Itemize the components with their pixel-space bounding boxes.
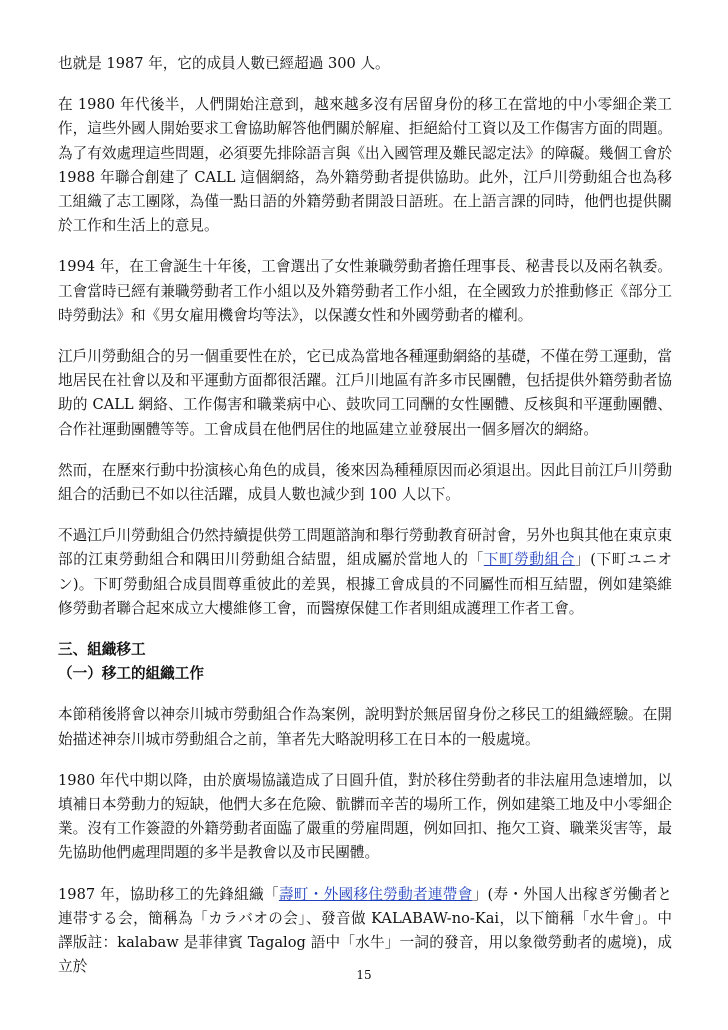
- section-heading: 三、組織移工: [58, 641, 146, 659]
- paragraph-1: 也就是 1987 年，它的成員人數已經超過 300 人。: [58, 55, 390, 72]
- page-number: 15: [356, 968, 372, 982]
- paragraph-6-text-a: 不過江戶川勞動組合仍然持續提供勞工問題諮詢和舉行勞動教育研討會，另外也與其他在東京東部的江東勞動組合和隅田川勞動組合結盟，組成屬於當地人的「: [58, 527, 672, 569]
- paragraph-8: 1980 年代中期以降，由於廣場協議造成了日圓升值，對於移住勞動者的非法雇用急速增加，以填補日本勞動力的短缺，他們大多在危險、骯髒而辛苦的場所工作，例如建築工地及中小零細企業。沒有工作簽證的外籍勞動者面臨了嚴重的勞雇問題，例如回扣、拖欠工資、職業災害等，最先協助他們處理問題的多半是教會以及市民團體。: [58, 771, 672, 862]
- document-body: [58, 52, 672, 997]
- paragraph-9-text-b: 」(寿・外国人出稼ぎ労働者と連帯する会，簡稱為「カラバオの会」、發音做 KALABAW-no-Kai，以下簡稱「水牛會」。中譯版註：kalabaw 是菲律賓 Tagalog 語中「水牛」一詞的發音，用以象徵勞動者的處境)，成立於: [58, 885, 672, 976]
- kalabaw-association-link[interactable]: 壽町・外國移住勞動者連帶會: [278, 885, 473, 903]
- paragraph-9-text-a: 1987 年，協助移工的先鋒組織「: [58, 885, 279, 903]
- paragraph-3: 1994 年，在工會誕生十年後，工會選出了女性兼職勞動者擔任理事長、秘書長以及兩名執委。工會當時已經有兼職勞動者工作小組以及外籍勞動者工作小組，在全國致力於推動修正《部分工時勞動法》和《男女雇用機會均等法》，以保護女性和外國勞動者的權利。: [58, 258, 672, 324]
- paragraph-2: 在 1980 年代後半，人們開始注意到，越來越多沒有居留身份的移工在當地的中小零細企業工作，這些外國人開始要求工會協助解答他們關於解雇、拒絕給付工資以及工作傷害方面的問題。為了有效處理這些問題，必須要先排除語言與《出入國管理及難民認定法》的障礙。幾個工會於 1988 年聯合創建了 CALL 這個網絡，為外籍勞動者提供協助。此外，江戶川勞動組合也為移工組織了志工團隊，為僅一點日語的外籍勞動者開設日語班。在上語言課的同時，他們也提供關於工作和生活上的意見。: [58, 96, 672, 235]
- shitamachi-union-link[interactable]: 下町勞動組合: [483, 551, 576, 569]
- paragraph-9: [58, 883, 672, 980]
- paragraph-5: 然而，在歷來行動中扮演核心角色的成員，後來因為種種原因而必須退出。因此目前江戶川勞動組合的活動已不如以往活躍，成員人數也減少到 100 人以下。: [58, 461, 672, 504]
- paragraph-4: 江戶川勞動組合的另一個重要性在於，它已成為當地各種運動網絡的基礎，不僅在勞工運動，當地居民在社會以及和平運動方面都很活躍。江戶川地區有許多市民團體，包括提供外籍勞動者協助的 CALL 網絡、工作傷害和職業病中心、鼓吹同工同酬的女性團體、反核與和平運動團體、合作社運動團體等等。工會成員在他們居住的地區建立並發展出一個多層次的網絡。: [58, 348, 672, 438]
- paragraph-7: 本節稍後將會以神奈川城市勞動組合作為案例，說明對於無居留身份之移民工的組織經驗。在開始描述神奈川城市勞動組合之前，筆者先大略說明移工在日本的一般處境。: [58, 706, 672, 748]
- subsection-heading: （一）移工的組織工作: [58, 665, 204, 683]
- paragraph-6-text-b: 」(下町ユニオン)。下町勞動組合成員間尊重彼此的差異，根據工會成員的不同屬性而相互結盟，例如建築維修勞動者聯合起來成立大樓維修工會，而醫療保健工作者則組成護理工作者工會。: [58, 551, 672, 617]
- paragraph-6: [58, 524, 672, 621]
